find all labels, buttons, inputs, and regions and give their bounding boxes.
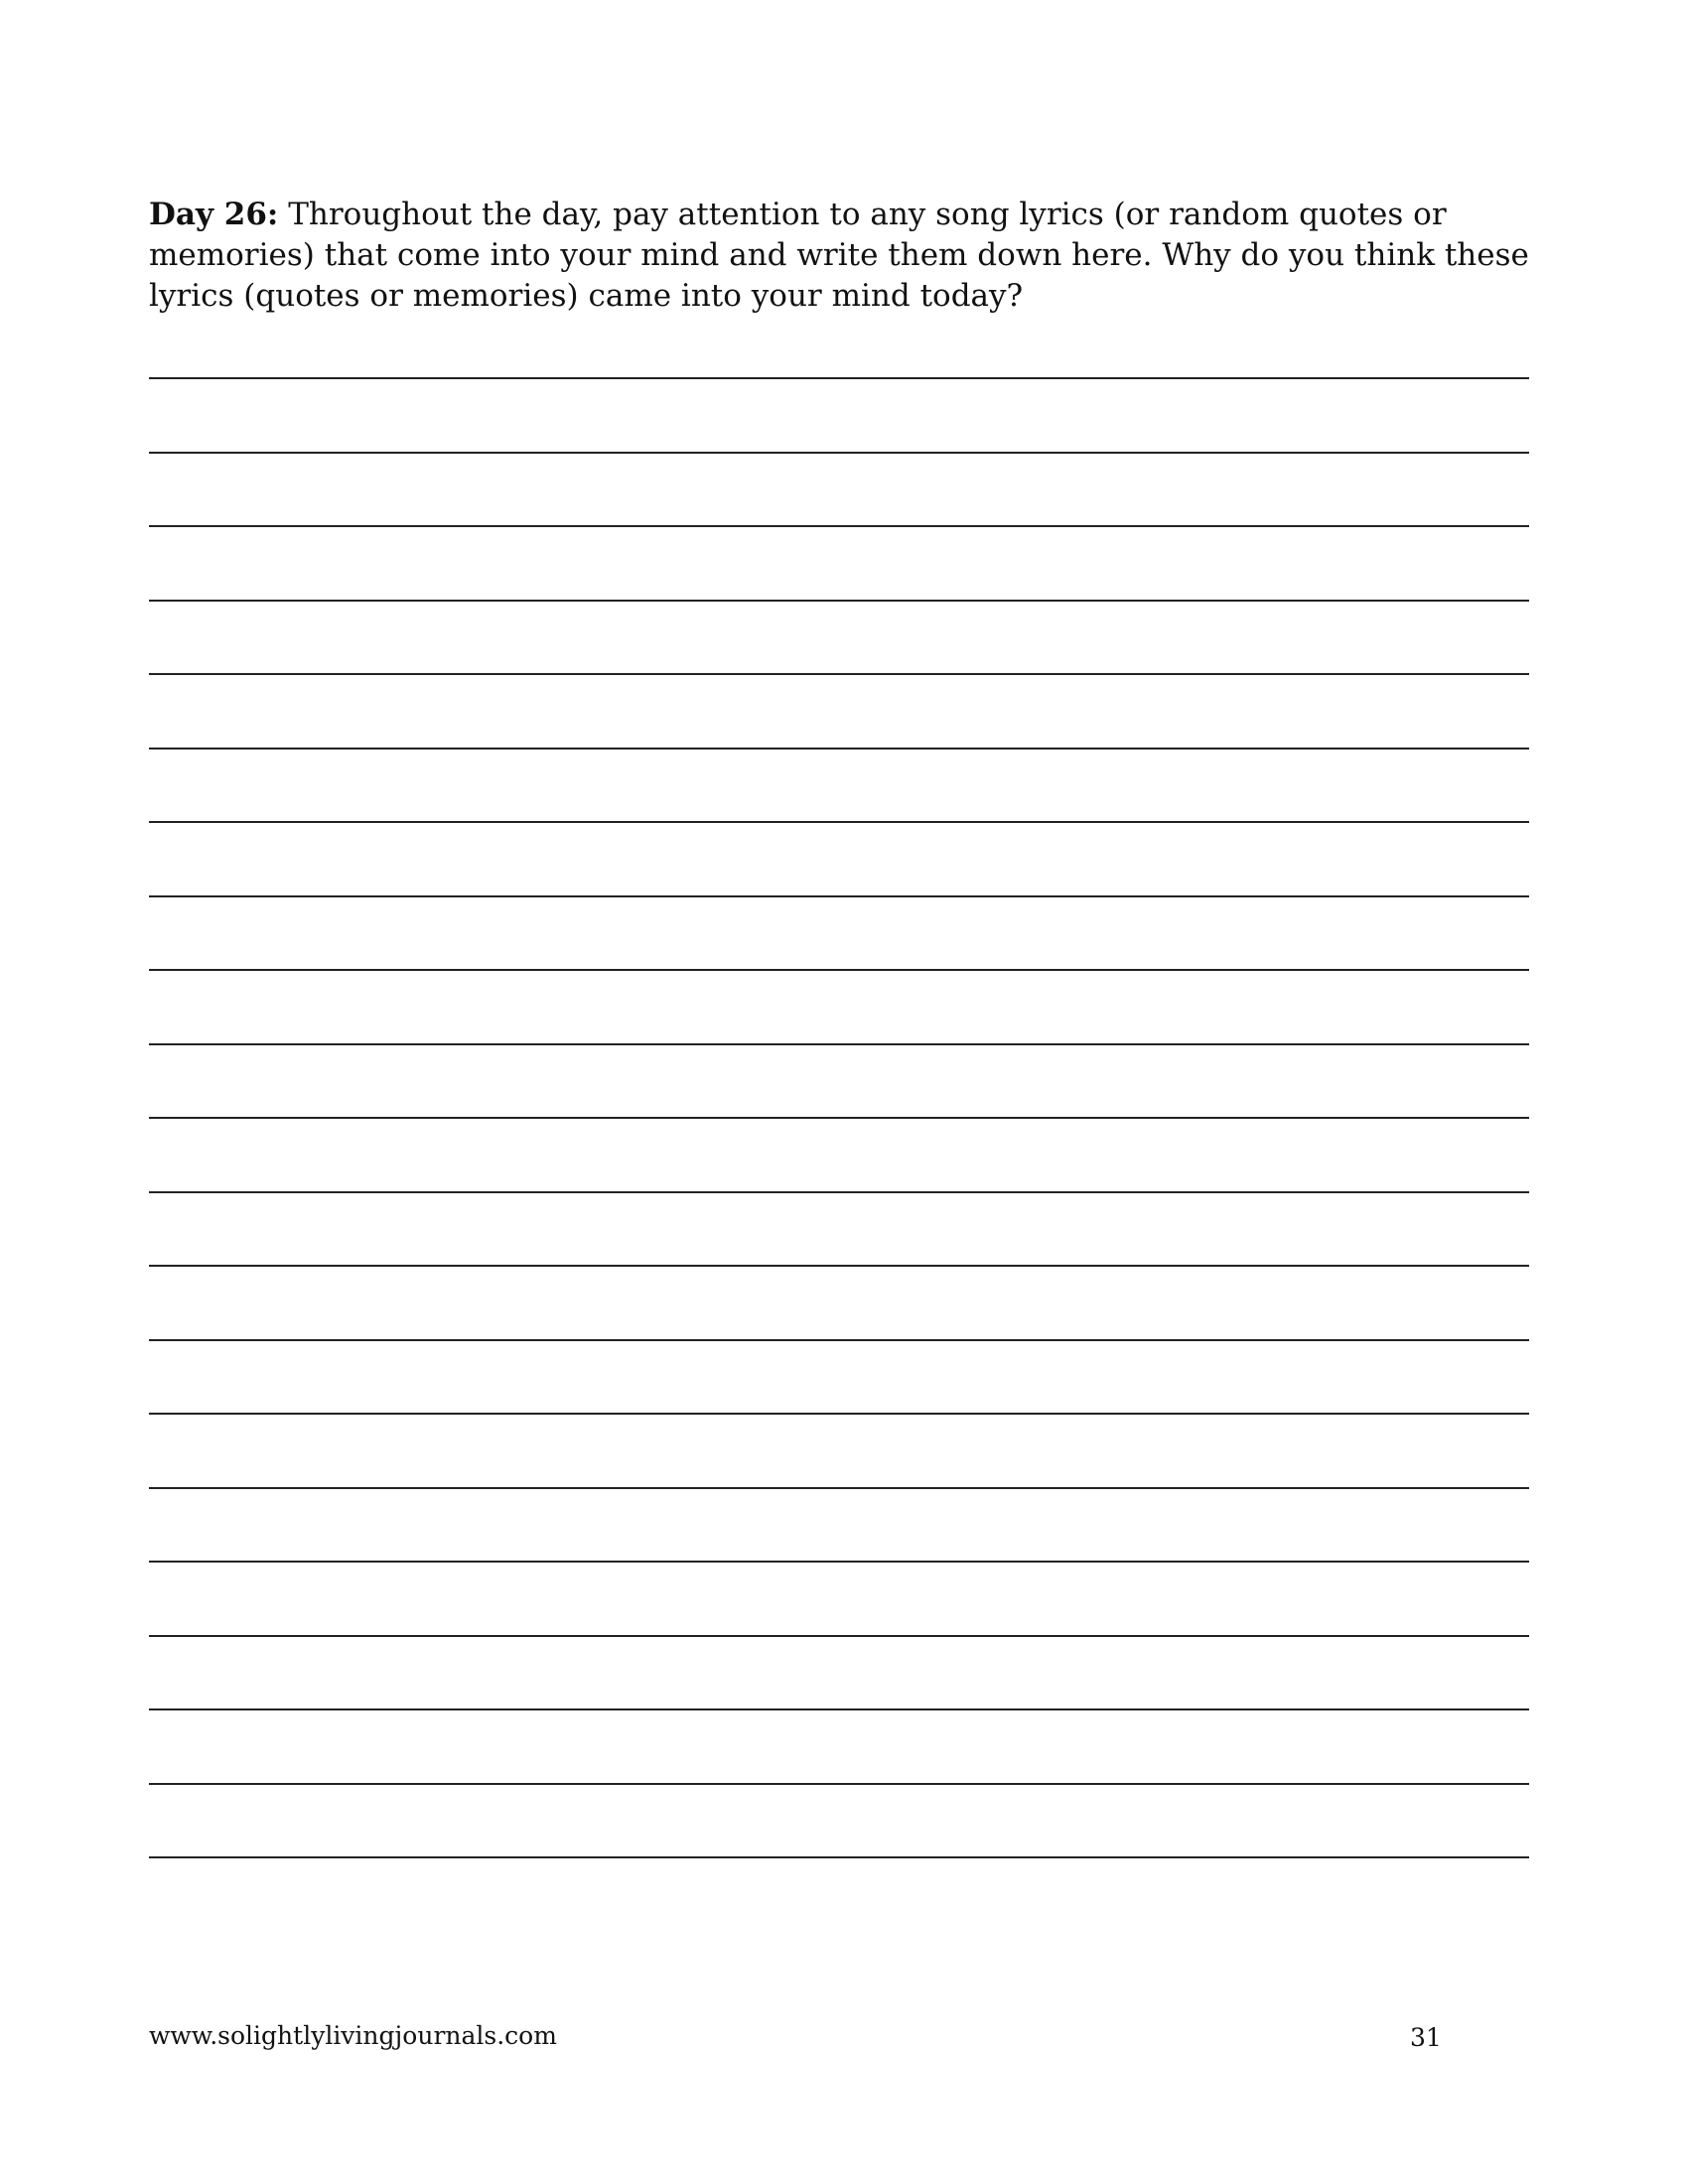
writing-line xyxy=(149,1489,1529,1564)
writing-line xyxy=(149,750,1529,824)
writing-line xyxy=(149,1119,1529,1193)
writing-line xyxy=(149,1637,1529,1711)
journal-prompt xyxy=(149,195,1539,317)
writing-line xyxy=(149,823,1529,897)
writing-line xyxy=(149,602,1529,676)
writing-line xyxy=(149,1341,1529,1416)
page-number: 31 xyxy=(1410,2023,1442,2052)
writing-line xyxy=(149,1045,1529,1120)
writing-line xyxy=(149,1710,1529,1785)
footer-url: www.solightlylivingjournals.com xyxy=(149,2021,557,2050)
prompt-text: Throughout the day, pay attention to any song lyrics (or random quotes or memories) that come into your mind and write them down here. Why do you think these lyrics (quotes or memories) came into your mind today? xyxy=(149,197,1529,314)
writing-lines xyxy=(149,377,1529,1858)
day-label: Day 26: xyxy=(149,197,279,232)
writing-line xyxy=(149,454,1529,528)
writing-line xyxy=(149,971,1529,1045)
writing-line xyxy=(149,379,1529,454)
writing-line xyxy=(149,675,1529,750)
writing-line xyxy=(149,897,1529,972)
writing-line xyxy=(149,1193,1529,1268)
writing-line xyxy=(149,527,1529,602)
writing-line xyxy=(149,1267,1529,1341)
writing-line xyxy=(149,1563,1529,1637)
writing-line xyxy=(149,1785,1529,1859)
writing-line xyxy=(149,1415,1529,1489)
